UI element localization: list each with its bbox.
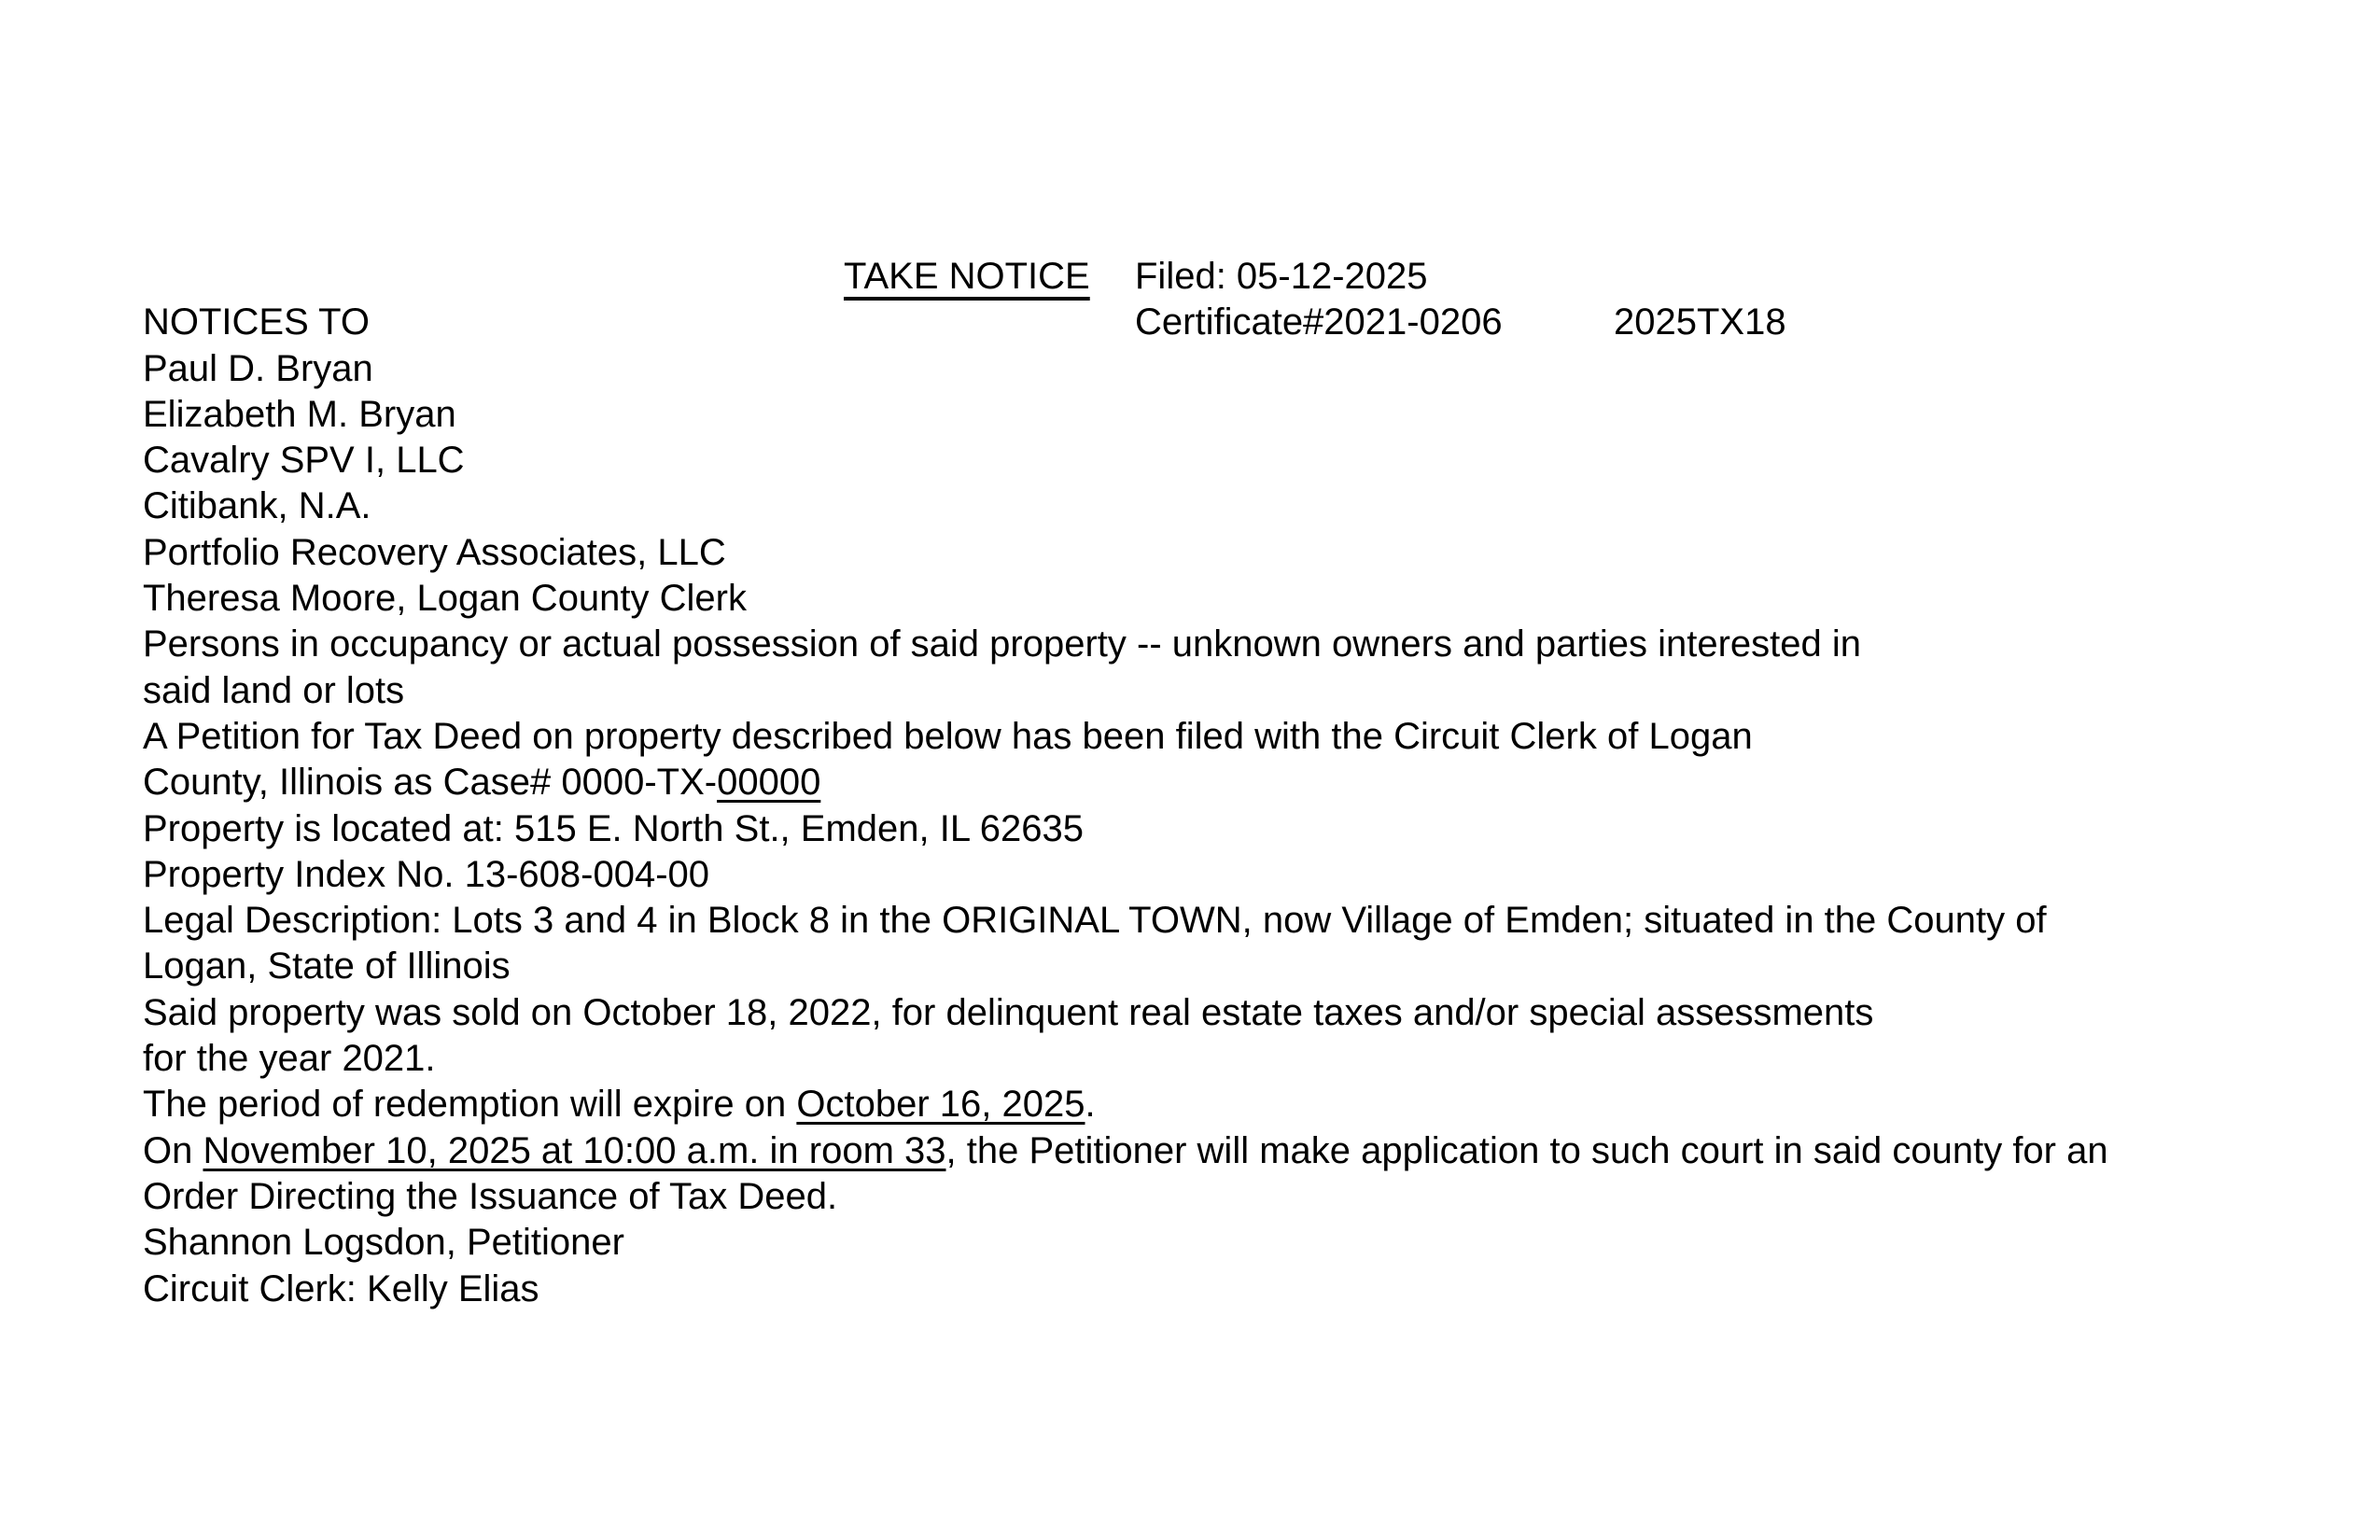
property-index-number: Property Index No. 13-608-004-00 xyxy=(143,853,710,895)
hearing-statement-line1 xyxy=(143,1128,2327,1174)
recipient-name: Cavalry SPV I, LLC xyxy=(143,440,465,482)
sale-statement-line2: for the year 2021. xyxy=(143,1038,436,1080)
case-id: 2025TX18 xyxy=(1614,301,1786,343)
hearing-prefix: On xyxy=(143,1129,203,1171)
recipient-name: Elizabeth M. Bryan xyxy=(143,393,456,435)
recipient-occupants-line1: Persons in occupancy or actual possession of said property -- unknown owners and parties interested in xyxy=(143,623,1861,665)
tax-notice-document xyxy=(143,254,2327,1312)
legal-description-line2: Logan, State of Illinois xyxy=(143,945,511,987)
redemption-prefix: The period of redemption will expire on xyxy=(143,1084,797,1126)
case-number-prefix: County, Illinois as Case# 0000-TX- xyxy=(143,762,718,804)
redemption-expiry-date: October 16, 2025 xyxy=(796,1084,1085,1126)
certificate-number: Certificate#2021-0206 xyxy=(1135,301,1503,343)
recipient-name: Portfolio Recovery Associates, LLC xyxy=(143,531,726,573)
redemption-suffix: . xyxy=(1085,1084,1096,1126)
hearing-suffix: , the Petitioner will make application to such court in said county for an xyxy=(945,1129,2108,1171)
take-notice-title: TAKE NOTICE xyxy=(844,256,1090,297)
petition-statement-line2 xyxy=(143,760,2327,805)
petition-statement-line1: A Petition for Tax Deed on property described below has been filed with the Circuit Clerk of Logan xyxy=(143,715,1753,757)
recipient-name: Theresa Moore, Logan County Clerk xyxy=(143,578,747,620)
header-row-2 xyxy=(143,300,2327,345)
sale-statement-line1: Said property was sold on October 18, 2022, for delinquent real estate taxes and/or special assessments xyxy=(143,991,1874,1033)
circuit-clerk-signature: Circuit Clerk: Kelly Elias xyxy=(143,1267,539,1309)
legal-description-line1: Legal Description: Lots 3 and 4 in Block 8 in the ORIGINAL TOWN, now Village of Emden; situated in the County of xyxy=(143,900,2047,942)
case-number-suffix: 00000 xyxy=(717,762,821,804)
filed-date: Filed: 05-12-2025 xyxy=(1135,256,1428,297)
hearing-statement-line2: Order Directing the Issuance of Tax Deed. xyxy=(143,1175,838,1217)
hearing-datetime: November 10, 2025 at 10:00 a.m. in room 33 xyxy=(203,1129,946,1171)
header-row-1 xyxy=(143,254,2327,300)
recipient-name: Paul D. Bryan xyxy=(143,347,373,389)
notices-to-label: NOTICES TO xyxy=(143,301,371,343)
petitioner-signature: Shannon Logsdon, Petitioner xyxy=(143,1222,624,1264)
property-location: Property is located at: 515 E. North St., Emden, IL 62635 xyxy=(143,807,1084,849)
redemption-statement xyxy=(143,1082,2327,1127)
recipient-name: Citibank, N.A. xyxy=(143,485,371,527)
recipient-occupants-line2: said land or lots xyxy=(143,669,405,711)
